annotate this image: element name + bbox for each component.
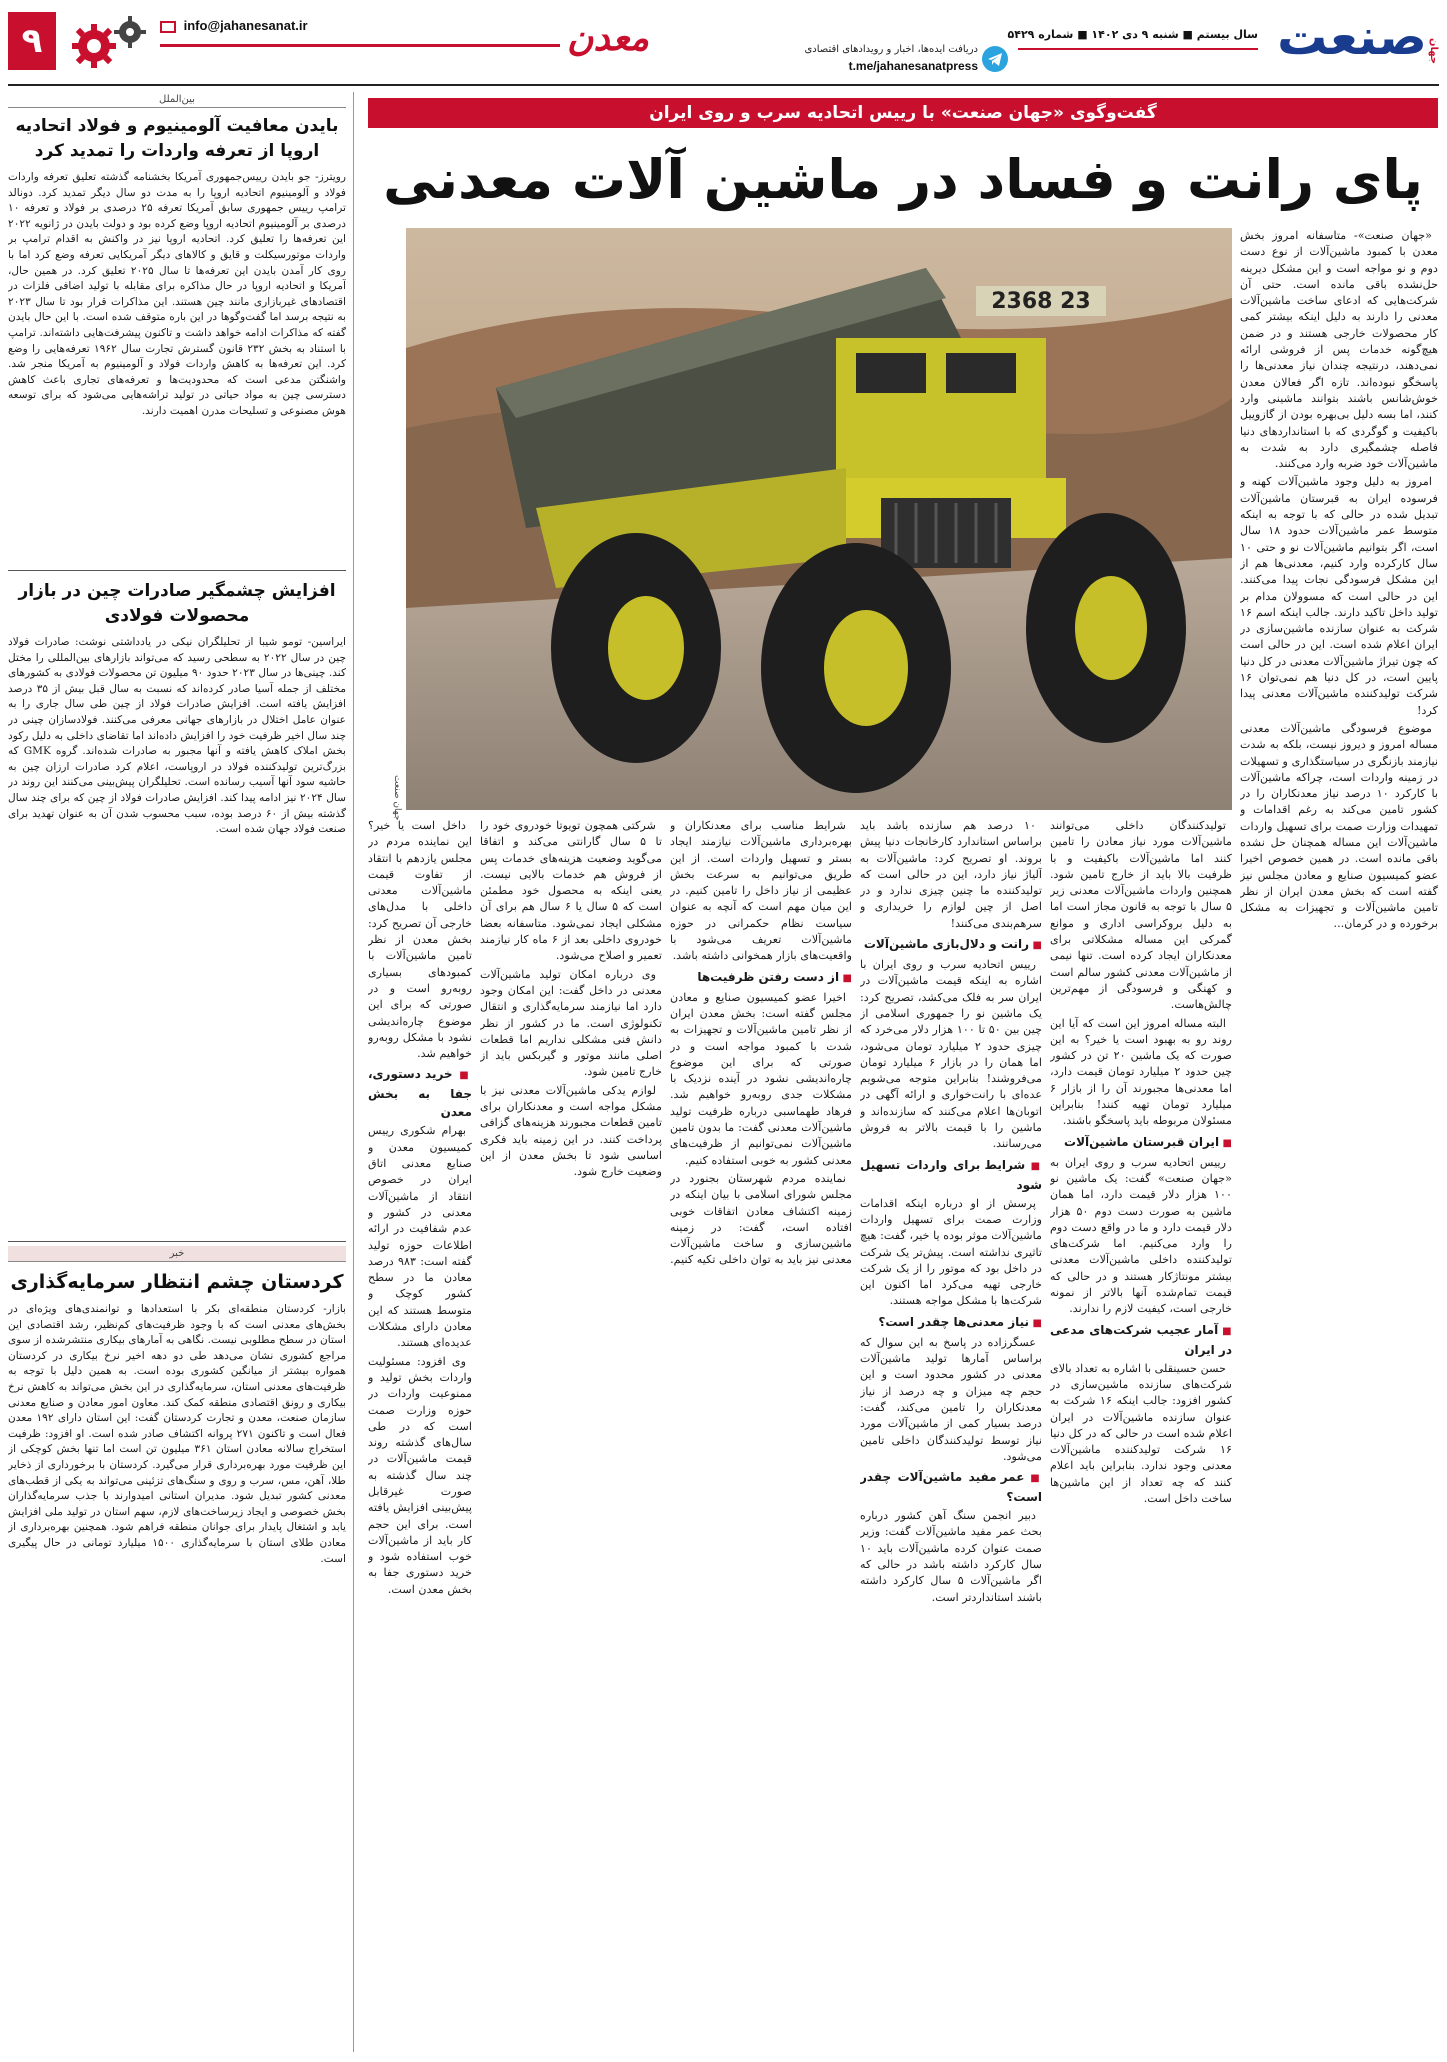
news2-title: افزایش چشمگیر صادرات چین در بازار محصولات فولادی [18, 581, 336, 626]
sidebar [8, 92, 346, 2054]
intro-paragraph-2: امروز به دلیل وجود ماشین‌آلات کهنه و فرسوده ایران به قبرستان ماشین‌آلات تبدیل شده در حالی که با توجه به اینکه متوسط عمر ماشین‌آلات حدود ۱۸ سال است، اگر بتوانیم ماشین‌آلات نو و حتی ۱۰ سال کارکرده وارد کنیم، معدنی‌ها هم از این مشکل فرسودگی نجات پیدا می‌کنند. این در حالی است که مسوولان مدام بر تولید داخل تاکید دارند. جالب اینکه اسم ۱۶ شرکت به عنوان سازنده ماشین‌سازی در ایران اعلام شده است. این در حالی است که چون تیراژ ماشین‌آلات معدنی در کل دنیا پایین است، در کل دنیا هم نمی‌توان ۱۶ شرکت تولیدکننده ماشین‌آلات معدنی پیدا کرد! [1240, 475, 1438, 717]
col6-paragraph-3: وی افزود: مسئولیت واردات بخش تولید و ممنوعیت واردات در حوزه وزارت صمت است که در طی سال‌های گذشته روند قیمت ماشین‌آلات در چند سال گذشته به صورت غیرقابل پیش‌بینی افزایش یافته است. برای این حجم کار باید از ماشین‌آلات خوب استفاده شود و خرید دستوری جفا به بخش معدن است. [368, 1354, 472, 1596]
news2-paragraph: ایراسین- تومو شیبا از تحلیلگران نیکی در یادداشتی نوشت: صادرات فولاد چین در سال ۲۰۲۲ به سطحی رسید که می‌تواند بازارهای بین‌المللی را مختل کند. چینی‌ها در سال ۲۰۲۳ حدود ۹۰ میلیون تن محصولات فولادی به کشورهای مختلف از جمله آسیا صادر کرده‌اند که نسبت به سال قبل بیش از ۳۵ درصد افزایش یافته است. افزایش صادرات فولاد از چین طی سال جاری را به عنوان عامل اختلال در بازارهای جهانی معرفی می‌کنند. فولادسازان چینی در چند سال اخیر ظرفیت خود را افزایش داده‌اند اما تقاضای داخلی به دلیل رکود بخش املاک کاهش یافته و آنها مجبور به صادرات شده‌اند. گروه GMK که بزرگ‌ترین تولیدکننده فولاد در اروپاست، اعلام کرد صادرات ارزان چین به حاشیه سود آنها آسیب رسانده است. تحلیلگران پیش‌بینی می‌کنند این روند در سال ۲۰۲۴ نیز ادامه پیدا کند. افزایش صادرات فولاد از چین که برای چند سال گذشته بیش از ۶۰ درصد بوده، سبب محسوب شدن آن به عنوان تهدید برای صنعت فولاد جهان شده است. [8, 636, 346, 836]
subhead-strange-stats: ■ آمار عجیب شرکت‌های مدعی در ایران [1050, 1321, 1232, 1359]
header-underline [160, 44, 560, 47]
body-column-4 [670, 818, 852, 2054]
news1-body [8, 170, 346, 562]
body-column-5 [480, 818, 662, 2054]
intro-paragraph-1: «جهان صنعت»- متاسفانه امروز بخش معدن با کمبود ماشین‌آلات از نوع دست دوم و نو مواجه است و این مشکل دیرینه حل‌نشده باقی مانده است. حتی آن شرکت‌هایی که ادعای ساخت ماشین‌آلات معدنی را دارند به دلیل اینکه بیشتر کمی کار محصولات خارجی هستند و در ضمن هیچ‌گونه خدمات پس از فروشی ارائه نمی‌دهند، درنتیجه چندان نیاز معدنی‌ها را پاسخگو نبوده‌اند. تازه اگر فعالان معدن خوش‌شانس باشند بتوانند ماشینی وارد کنند، اما بسه دلیل بی‌بهره بودن از گازوییل باکیفیت و گوگردی که با استانداردهای دنیا فاصله چشمگیری دارد به شدت به ماشین‌آلات خود ضربه وارد می‌کنند. [1240, 229, 1438, 471]
col2-paragraph-2: البته مساله امروز این است که آیا این روند رو به بهبود است یا خیر؟ به این صورت که یک ماشین ۲۰ تن در کشور چین حدود ۲ میلیارد تومان قیمت دارد، اما معدنی‌ها مجبورند آن را از بازار ۶ میلیارد تومان تهیه کنند! بنابراین مسئولان مربوطه باید پاسخگو باشند. [1050, 1016, 1232, 1128]
gears-icon [64, 10, 154, 74]
news1-title: بایدن معافیت آلومینیوم و فولاد اتحادیه اروپا از تعرفه واردات را تمدید کرد [15, 116, 339, 161]
article-kicker: گفت‌وگوی «جهان صنعت» با رییس اتحادیه سرب و روی ایران [368, 98, 1438, 128]
subhead-cemetery: ■ ایران قبرستان ماشین‌آلات [1050, 1133, 1232, 1153]
col3-paragraph-5: دبیر انجمن سنگ آهن کشور درباره بحث عمر مفید ماشین‌آلات گفت: وزیر صمت عنوان کرده ماشین‌آلات باید ۱۰ سال کارکرد داشته باشد در حالی که اگر ماشین‌آلات ۵ سال کارکرد داشته باشند استانداردتر است. [860, 1509, 1042, 1604]
sidebar-divider-1 [8, 570, 346, 571]
newspaper-logo [1264, 8, 1439, 74]
intro-paragraph-3: موضوع فرسودگی ماشین‌آلات معدنی مساله امروز و دیروز نیست، بلکه به شدت نیازمند بازنگری در سیاستگذاری و تسهیلات در زمینه واردات است، چراکه ماشین‌آلات با کارکرد ۱۰ درصد نیاز معدنکاران را در کشور تامین می‌کند به رغم اقدامات و تمهیدات وزارت صمت برای تسهیل واردات ماشین‌آلات این مساله همچنان حل نشده باقی مانده است. در همین خصوص اخیرا عضو کمیسیون صنایع و معادن مجلس نیز گفته است که بخش معدن ایران از نظر تامین ماشین‌آلات و تجهیزات به مشکل برخورده و در کرمان... [1240, 721, 1438, 931]
col2-paragraph-3: رییس اتحادیه سرب و روی ایران به «جهان صنعت» گفت: یک ماشین نو ۱۰۰ هزار دلار قیمت دارد، اما همان ماشین به صورت دست دوم ۵۰ هزار دلار قیمت دارد و ما در واقع دست دوم را وارد می‌کنیم. اما شرکت‌های تولیدکننده داخلی ماشین‌آلات معدنی بیشتر مونتاژکار هستند و در حالی که قیمت تمام‌شده آنها بالاتر از نمونه خارجی است، کیفیت لازم را ندارند. [1050, 1155, 1232, 1316]
issue-line: سال بیستم ■ شنبه ۹ دی ۱۴۰۲ ■ شماره ۵۴۲۹ [1007, 28, 1258, 41]
col5-paragraph-3: لوازم یدکی ماشین‌آلات معدنی نیز با مشکل مواجه است و معدنکاران برای تامین قطعات مجبورند هزینه‌های گزافی پرداخت کنند. در این زمینه باید فکری اساسی شود تا بخش معدن از این وضعیت خارج شود. [480, 1083, 662, 1179]
sidebar-separator [353, 92, 354, 2052]
news1-paragraph: رویترز- جو بایدن رییس‌جمهوری آمریکا بخشنامه گذشته تعلیق تعرفه واردات فولاد و آلومینیوم اتحادیه اروپا را به مدت دو سال دیگر تمدید کرد. دونالد ترامپ رییس جمهوری سابق آمریکا تعرفه ۲۵ درصدی بر فولاد و تعرفه ۱۰ درصدی بر آلومینیوم اتحادیه اروپا وضع کرده بود و دولت بایدن در ژانویه ۲۰۲۲ این تعرفه‌ها را تعلیق کرد. اتحادیه اروپا نیز در واکنش به اقدام ترامپ بر واردات موتورسیکلت و قایق و کالاهای دیگر آمریکایی تعرفه وضع کرد اما با روی کار آمدن بایدن این تعرفه‌ها تا سال ۲۰۲۵ تعلیق کرد. در همین حال، آمریکا و اتحادیه اروپا در حال مذاکره برای مقابله با تولید اضافی فلزات در اقتصادهای غیربازاری مانند چین هستند. این مذاکرات قرار بود تا سال ۲۰۲۳ به نتیجه برسد اما گفت‌وگوها در این باره متوقف شده است. با این حال بایدن گفته که مذاکرات ادامه خواهد داشت و تاکنون پیشرفت‌هایی داشته‌اند. ترامپ با استناد به بخش ۲۳۲ قانون گسترش تجارت سال ۱۹۶۲ تعرفه‌هایی را وضع کرد. این تعرفه‌ها به کاهش واردات فولاد و آلومینیوم به آمریکا منجر شد. واشنگتن مدعی است که محدودیت‌ها و تعرفه‌های تجاری باعث کاهش دسترسی چین به مواد حیاتی در تولید تراشه‌هایی می‌شود که برای توسعه هوش مصنوعی و تسلیحات مدرن اهمیت دارند. [8, 171, 346, 417]
subhead-need: ■ نیاز معدنی‌ها چقدر است؟ [860, 1313, 1042, 1333]
col2-paragraph-1: تولیدکنندگان داخلی می‌توانند ماشین‌آلات مورد نیاز معادن را تامین کنند اما ماشین‌آلات باکیفیت و با ظرفیت بالا باید از خارج تامین شود. همچنین واردات ماشین‌آلات معدنی زیر ۵ سال با توجه به قانون مجاز است اما به دلیل بروکراسی اداری و موانع گمرکی این مساله مشکلاتی برای معدنکاران ایجاد کرده است. تنها نیمی از ماشین‌آلات معدنی کشور سالم است و کهنگی و فرسودگی از مهم‌ترین چالش‌هاست. [1050, 819, 1232, 1012]
col4-paragraph-2: اخیرا عضو کمیسیون صنایع و معادن مجلس گفته است: بخش معدن ایران از نظر تامین ماشین‌آلات و تجهیزات به شدت با کمبود مواجه است و در صورتی که برای این موضوع چاره‌اندیشی نشود در آینده نزدیک با مشکلات جدی روبه‌رو خواهیم شد. فرهاد طهماسبی درباره ظرفیت تولید ماشین‌آلات معدنی گفت: ما بدون تامین ماشین‌آلات نمی‌توانیم از ظرفیت‌های معدنی کشور به خوبی استفاده کنیم. [670, 990, 852, 1167]
col6-paragraph-1: داخل است یا خیر؟ این نماینده مردم در مجلس یازدهم با انتقاد از تفاوت قیمت ماشین‌آلات معدنی داخلی با مدل‌های خارجی آن تصریح کرد: بخش معدن از نظر تامین ماشین‌آلات با کمبودهای بسیاری روبه‌رو است و در صورتی که برای این موضوع چاره‌اندیشی نشود با مشکل روبه‌رو خواهیم شد. [368, 819, 472, 1061]
subhead-rent: ■ رانت و دلال‌بازی ماشین‌آلات [860, 935, 1042, 955]
col5-paragraph-1: شرکتی همچون تویوتا خودروی خود را تا ۵ سال گارانتی می‌کند و اتفاقا می‌گوید وضعیت هزینه‌های خدمات پس از فروش هم خدمات بالایی نیست. یعنی اینکه به محصول خود مطمئن است که ۵ سال یا ۶ سال هم برای آن مشکلی ایجاد نمی‌شود. متاسفانه بعضا خودروی داخلی بعد از ۶ ماه کار نیازمند تعمیر و اصلاح می‌شود. [480, 819, 662, 963]
sidebar-label-news: خبر [8, 1246, 346, 1262]
article-headline: پای رانت و فساد در ماشین آلات معدنی [383, 148, 1423, 211]
sidebar-divider-2 [8, 1241, 346, 1242]
subhead-capacity-loss: ■ از دست رفتن ظرفیت‌ها [670, 968, 852, 988]
telegram-link[interactable]: t.me/jahanesanatpress [848, 59, 978, 73]
col3-paragraph-3: پرسش از او درباره اینکه اقدامات وزارت صمت برای تسهیل واردات ماشین‌آلات موثر بوده یا خیر، گفت: هیچ تاثیری نداشته است. پیش‌تر یک شرکت در داخل بود که موتور را از یک شرکت خارجی تهیه می‌کرد اما اکنون این شرکت‌ها با مشکل مواجه هستند. [860, 1196, 1042, 1308]
telegram-icon [982, 46, 1008, 72]
subhead-dictated-purchase: ■ خرید دستوری، جفا به بخش معدن [368, 1065, 472, 1121]
envelope-icon [160, 21, 176, 33]
telegram-caption: دریافت ایده‌ها، اخبار و رویدادهای اقتصادی [804, 44, 978, 55]
masthead [8, 8, 1439, 78]
col3-paragraph-2: رییس اتحادیه سرب و روی ایران با اشاره به اینکه قیمت ماشین‌آلات در ایران سر به فلک می‌کشد، تصریح کرد: یک ماشین نو را جمهوری اسلامی از چین بین ۵۰ تا ۱۰۰ هزار دلار می‌خرد که چیزی حدود ۲ میلیارد تومان می‌شود، اما همان را در بازار ۶ میلیارد تومان می‌فروشند! بنابراین متوجه می‌شویم عده‌ای با رانت‌خواری و ارائه آگهی در اتوبان‌ها اعلام می‌کنند که سازنده‌اند و ماشین را با قیمت بالاتر به فروش می‌رسانند. [860, 958, 1042, 1151]
col4-paragraph-3: نماینده مردم شهرستان بجنورد در مجلس شورای اسلامی با بیان اینکه در زمینه اکتشاف معادن اتفاقات خوبی افتاده است، گفت: در زمینه ماشین‌سازی و ساخت ماشین‌آلات معدنی نیز باید به توان داخلی تکیه کنیم. [670, 1171, 852, 1267]
issue-underline [1018, 48, 1258, 50]
body-column-6b [368, 818, 472, 2054]
telegram-block[interactable] [798, 42, 1008, 78]
body-column-2 [1050, 818, 1232, 2054]
page-number-box [8, 12, 56, 70]
logo-small: جهان [1428, 38, 1439, 65]
news3-title: کردستان چشم انتظار سرمایه‌گذاری [10, 1271, 344, 1293]
news3-body [8, 1302, 346, 1902]
intro-column [1240, 228, 1438, 2054]
sidebar-label-international: بین‌الملل [8, 92, 346, 108]
photo-credit [386, 760, 402, 820]
section-title: معدن [567, 17, 649, 59]
col6-paragraph-2: بهرام شکوری رییس کمیسیون معدن و صنایع معدنی اتاق ایران در خصوص انتقاد از ماشین‌آلات معدنی در کشور و عدم شفافیت در ارائه اطلاعات حوزه تولید گفته است: ۹۸۳ درصد معادن ما در سطح کشور کوچک و متوسط هستند که این معادن دارای مشکلات عدیده‌ای هستند. [368, 1124, 472, 1350]
col3-paragraph-4: عسگرزاده در پاسخ به این سوال که براساس آمارها تولید ماشین‌آلات معدنی در کشور محدود است و این حجم چه میزان و چه درصد از نیاز معدنکاران را تامین می‌کند، گفت: درصد بسیار کمی از ماشین‌آلات مورد نیاز توسط تولیدکنندگان داخلی تامین می‌شود. [860, 1335, 1042, 1463]
page-number: ۹ [21, 21, 43, 61]
subhead-import-ease: ■ شرایط برای واردات تسهیل شود [860, 1156, 1042, 1194]
email-line[interactable] [160, 18, 330, 38]
col4-paragraph-1: شرایط مناسب برای معدنکاران و بهره‌برداری ماشین‌آلات نیازمند ایجاد بستر و تسهیل واردات است. از این طریق می‌توانیم به سرعت بخش عظیمی از نیاز داخل را تامین کنیم. در این میان مهم است که آنچه به عنوان سیاست نظام حکمرانی در حوزه ماشین‌آلات تعریف می‌شود با واقعیت‌های بازار همخوانی داشته باشد. [670, 819, 852, 963]
col5-paragraph-2: وی درباره امکان تولید ماشین‌آلات معدنی در داخل گفت: این امکان وجود دارد اما نیازمند سرمایه‌گذاری و انتقال تکنولوژی است. ما در کشور از نظر دانش فنی مشکلی نداریم اما قطعات اصلی مانند موتور و گیربکس باید از خارج تامین شود. [480, 967, 662, 1079]
photo-credit-text: جهان صنعت [392, 774, 402, 820]
news2-body [8, 635, 346, 1233]
header-divider [8, 84, 1439, 86]
mining-truck-photo [406, 228, 1232, 810]
logo-text: صنعت [1277, 8, 1427, 66]
subhead-lifetime: ■ عمر مفید ماشین‌آلات چقدر است؟ [860, 1468, 1042, 1506]
news3-paragraph: بازار- کردستان منطقه‌ای بکر با استعدادها و توانمندی‌های ویژه‌ای در بخش‌های معدنی است که با وجود ظرفیت‌های کم‌نظیر، رشد اقتصادی این استان در سطح مطلوبی نیست. نگاهی به آمارهای بیکاری منتشرشده از سوی مراجع کشوری نشان می‌دهد طی دو دهه اخیر نرخ بیکاری در کردستان همواره بیشتر از میانگین کشوری بوده است. به همین دلیل با توجه به ظرفیت‌های معدنی استان، سرمایه‌گذاری در این بخش می‌تواند به کاهش نرخ بیکاری و رونق اقتصادی منطقه کمک کند. معاون امور معادن و صنایع معدنی سازمان صنعت، معدن و تجارت کردستان گفت: این استان دارای ۱۹۲ معدن فعال است و تاکنون ۲۷۱ پروانه اکتشاف صادر شده است. او افزود: ظرفیت استخراج سالانه معادن استان ۳۶۱ میلیون تن است اما تنها بخش کوچکی از این ظرفیت مورد بهره‌برداری قرار می‌گیرد. کردستان با برخورداری از ذخایر طلا، آهن، مس، سرب و روی و سنگ‌های تزئینی می‌تواند به یکی از قطب‌های معدنی کشور تبدیل شود. مدیران استانی امیدوارند با جذب سرمایه‌گذاران بخش خصوصی و ایجاد زیرساخت‌های لازم، سهم استان در تولید ملی افزایش یابد و اشتغال پایدار برای جوانان منطقه فراهم شود. همچنین بهره‌برداری از معادن طلای استان با سرمایه‌گذاری ۱۵۰۰ میلیارد تومانی در حال پیگیری است. [8, 1303, 346, 1565]
svg-text:2368 23: 2368 23 [991, 289, 1091, 314]
col2-paragraph-4: حسن حسینقلی با اشاره به تعداد بالای شرکت‌های سازنده ماشین‌سازی در کشور افزود: جالب اینکه ۱۶ شرکت به عنوان سازنده ماشین‌آلات در ایران اعلام شده است در حالی که در کل دنیا ۱۶ شرکت تولیدکننده ماشین‌آلات معدنی وجود ندارد. بنابراین باید اعلام کنند که چه تعداد از این ماشین‌ها ساخت داخل است. [1050, 1361, 1232, 1505]
email-text: info@jahanesanat.ir [183, 18, 308, 33]
body-column-3 [860, 818, 1042, 2054]
col3-paragraph-1: ۱۰ درصد هم سازنده باشد باید براساس استاندارد کارخانجات دنیا پیش بروند. او تصریح کرد: ماشین‌آلات به آلیاژ نیاز دارد، این در حالی است که تولیدکننده ما چنین چیزی ندارد و در اصل از چین لوازم را خریداری و سرهم‌بندی می‌کنند! [860, 819, 1042, 930]
